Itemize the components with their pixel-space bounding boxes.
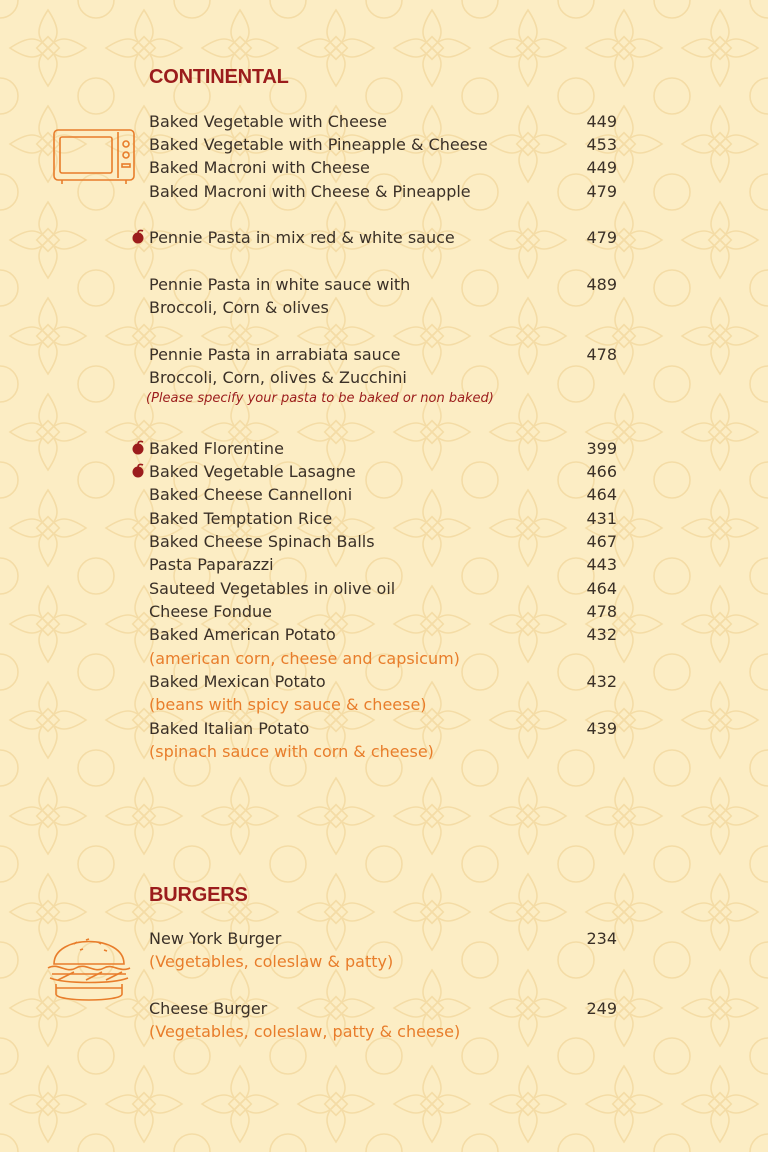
item-description: (Vegetables, coleslaw & patty) <box>149 952 394 971</box>
item-price: 479 <box>586 182 617 201</box>
item-name: New York Burger <box>149 929 282 948</box>
menu-item <box>149 997 617 1020</box>
item-name-continued: Broccoli, Corn & olives <box>149 298 329 317</box>
item-name: Baked Mexican Potato <box>149 672 326 691</box>
item-price: 399 <box>586 439 617 458</box>
item-name: Baked Macroni with Cheese & Pineapple <box>149 182 471 201</box>
menu-item <box>149 133 617 156</box>
item-name: Baked Florentine <box>149 439 284 458</box>
menu-item <box>149 927 617 950</box>
menu-item <box>149 483 617 506</box>
item-description: (spinach sauce with corn & cheese) <box>149 742 434 761</box>
item-price: 489 <box>586 275 617 294</box>
item-price: 449 <box>586 112 617 131</box>
item-name: Baked Vegetable with Cheese <box>149 112 387 131</box>
item-name: Cheese Burger <box>149 999 268 1018</box>
menu-item <box>149 343 617 366</box>
oven-icon <box>52 128 136 186</box>
item-price: 249 <box>586 999 617 1018</box>
item-name: Baked Macroni with Cheese <box>149 158 370 177</box>
menu-item <box>149 180 617 203</box>
pasta-note: (Please specify your pasta to be baked or non baked) <box>146 391 494 406</box>
item-price: 466 <box>586 462 617 481</box>
item-price: 431 <box>586 509 617 528</box>
burger-icon <box>46 928 132 1004</box>
menu-item <box>149 226 617 249</box>
item-price: 443 <box>586 555 617 574</box>
item-price: 464 <box>586 579 617 598</box>
item-name-continued: Broccoli, Corn, olives & Zucchini <box>149 368 407 387</box>
item-description: (beans with spicy sauce & cheese) <box>149 695 427 714</box>
menu-item <box>149 600 617 623</box>
chef-special-icon <box>130 440 146 456</box>
menu-item <box>149 460 617 483</box>
item-price: 464 <box>586 485 617 504</box>
item-price: 478 <box>586 345 617 364</box>
section-title-continental: CONTINENTAL <box>149 66 289 88</box>
menu-item <box>149 577 617 600</box>
item-description: (Vegetables, coleslaw, patty & cheese) <box>149 1022 461 1041</box>
item-name: Baked Cheese Cannelloni <box>149 485 353 504</box>
menu-item <box>149 156 617 179</box>
item-price: 467 <box>586 532 617 551</box>
item-price: 449 <box>586 158 617 177</box>
menu-item <box>149 670 617 693</box>
item-name: Baked Vegetable with Pineapple & Cheese <box>149 135 488 154</box>
item-name: Pennie Pasta in arrabiata sauce <box>149 345 401 364</box>
item-price: 234 <box>586 929 617 948</box>
item-name: Baked Italian Potato <box>149 719 310 738</box>
menu-item <box>149 553 617 576</box>
item-description: (american corn, cheese and capsicum) <box>149 649 460 668</box>
item-name: Baked American Potato <box>149 625 336 644</box>
item-price: 453 <box>586 135 617 154</box>
item-name: Sauteed Vegetables in olive oil <box>149 579 396 598</box>
section-title-burgers: BURGERS <box>149 884 248 906</box>
menu-item <box>149 623 617 646</box>
item-price: 432 <box>586 625 617 644</box>
item-name: Pennie Pasta in mix red & white sauce <box>149 228 455 247</box>
chef-special-icon <box>130 229 146 245</box>
item-name: Cheese Fondue <box>149 602 272 621</box>
menu-item <box>149 530 617 553</box>
item-name: Pasta Paparazzi <box>149 555 274 574</box>
item-price: 439 <box>586 719 617 738</box>
menu-item <box>149 507 617 530</box>
item-name: Baked Cheese Spinach Balls <box>149 532 375 551</box>
item-name: Baked Temptation Rice <box>149 509 333 528</box>
item-price: 478 <box>586 602 617 621</box>
menu-item <box>149 717 617 740</box>
menu-item <box>149 110 617 133</box>
chef-special-icon <box>130 463 146 479</box>
menu-item <box>149 437 617 460</box>
menu-item <box>149 273 617 296</box>
item-price: 432 <box>586 672 617 691</box>
item-name: Baked Vegetable Lasagne <box>149 462 356 481</box>
item-name: Pennie Pasta in white sauce with <box>149 275 411 294</box>
item-price: 479 <box>586 228 617 247</box>
